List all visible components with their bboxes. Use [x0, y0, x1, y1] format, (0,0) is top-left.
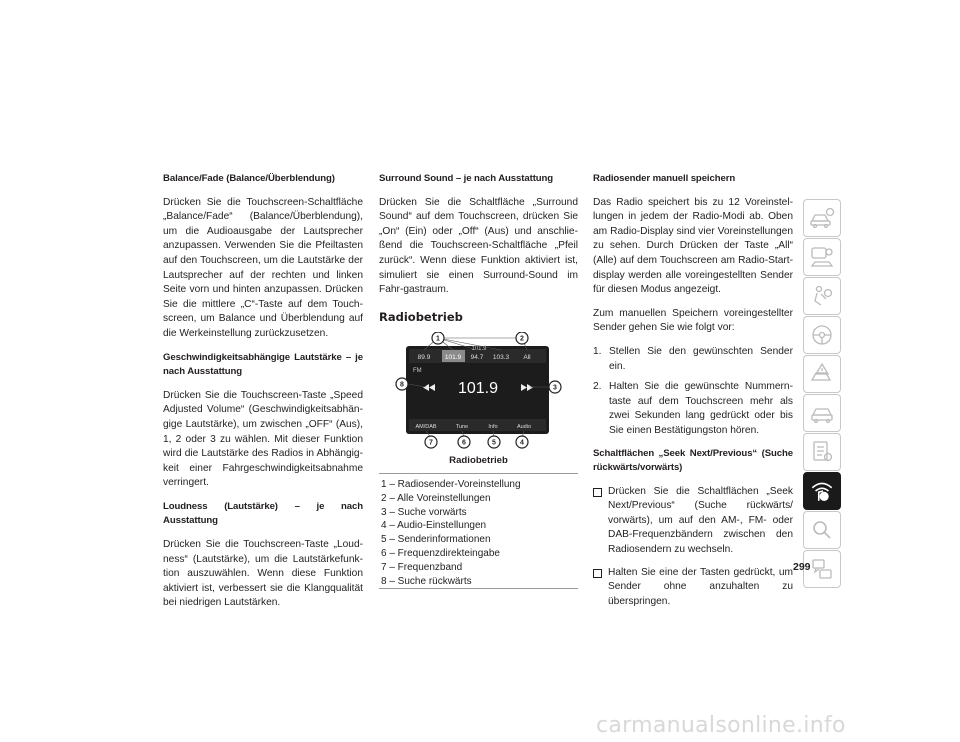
callout-5: 5 — [492, 439, 496, 447]
figure-legend — [379, 473, 578, 589]
frequency-display: 101.9 — [457, 380, 499, 398]
paragraph-speed-volume: Drücken Sie die Touchscreen-Taste „Speed Adjusted Volume“ (Geschwindigkeitsabhän-gige Lautstärke), um zwischen „OFF“ (Aus), 1, 2 oder 3 zu wählen. Mit dieser Funktion wird die Lautstärke des Radios in Abhängig-keit einer Fahrgeschwindigkeitsabnahme verringert. — [163, 389, 363, 489]
tab-specifications[interactable] — [803, 433, 841, 471]
preset-3: 94.7 — [470, 354, 484, 362]
tab-airbag-safety[interactable] — [803, 277, 841, 315]
car-service-icon — [809, 400, 835, 426]
legend-item: 4 – Audio-Einstellungen — [381, 520, 487, 532]
step-item — [593, 345, 793, 374]
step-text: Stellen Sie den gewünschten Sender ein. — [609, 345, 793, 372]
airbag-safety-icon — [809, 283, 835, 309]
tab-car-info[interactable] — [803, 199, 841, 237]
step-number: 1. — [593, 345, 602, 357]
chapter-tabs — [803, 199, 841, 589]
specifications-icon — [809, 439, 835, 465]
car-info-icon — [809, 205, 835, 231]
legend-item: 7 – Frequenzband — [381, 561, 463, 573]
languages-icon — [809, 556, 835, 582]
bullet-box-icon — [593, 488, 602, 497]
paragraph-surround: Drücken Sie die Schaltfläche „Surround Sound“ auf dem Touchscreen, drücken Sie „On“ (Ein) oder „Off“ (Aus) und anschlie-ßend die Touchscreen-Schaltfläche „Pfeil zurück“. Wenn diese Funktion aktiviert ist, simuliert sie einen Surround-Sound im Fahr-gastraum. — [379, 196, 578, 296]
heading-seek: Schaltflächen „Seek Next/Previous“ (Suche rückwärts/vorwärts) — [593, 447, 793, 474]
bullet-text: Drücken Sie die Schaltflächen „Seek Next/Previous“ (Suche rückwärts/ vorwärts), um auf den AM-, FM- oder DAB-Frequenzbändern zwischen den Radiosendern zu wechseln. — [608, 485, 793, 556]
bullet-item — [593, 485, 793, 558]
callout-8: 8 — [400, 381, 404, 389]
tab-multimedia[interactable] — [803, 472, 841, 510]
legend-item: 1 – Radiosender-Voreinstellung — [381, 478, 521, 490]
step-text: Halten Sie die gewünschte Nummern-taste auf dem Touchscreen mehr als zwei Sekunden lang gedrückt oder bis Sie einen Bestätigungston hören. — [609, 381, 793, 436]
legend-item: 6 – Frequenzdirekteingabe — [381, 547, 500, 559]
preset-all: All — [523, 354, 531, 362]
btn-audio: Audio — [516, 424, 532, 431]
heading-radio: Radiobetrieb — [379, 309, 463, 324]
heading-surround: Surround Sound – je nach Ausstattung — [379, 173, 554, 184]
btn-tune: Tune — [455, 424, 469, 431]
paragraph-balance-fade: Drücken Sie die Touchscreen-Schaltfläche „Balance/Fade“ (Balance/Überblendung), um die Audioausgabe der Lautsprecher anzupassen. Verwenden Sie die Pfeiltasten auf den Touchscreen, um die Lautstärke der Lautsprecher auf der rechten und linken Seite vorn und hinten anzupassen. Drücken Sie die mittlere „C“-Taste auf dem Touch-screen, um Balance und Überblendung auf die Werkeinstellung zurückzusetzen. — [163, 196, 363, 339]
tab-search-index[interactable] — [803, 511, 841, 549]
column-right — [593, 172, 793, 617]
btn-am-dab: AM/DAB — [415, 424, 437, 431]
preset-2: 101.9 — [444, 354, 462, 362]
callout-7: 7 — [429, 439, 433, 447]
freq-small: 101.9 — [471, 346, 487, 353]
preset-1: 89.9 — [417, 354, 431, 362]
heading-balance-fade: Balance/Fade (Balance/Überblendung) — [163, 173, 335, 184]
search-index-icon — [809, 517, 835, 543]
legend-item: 8 – Suche rückwärts — [381, 575, 472, 587]
watermark: carmanualsonline.info — [596, 713, 846, 738]
column-middle — [379, 172, 578, 589]
step-item — [593, 380, 793, 438]
btn-info: Info — [488, 424, 498, 431]
heading-manual-store: Radiosender manuell speichern — [593, 173, 736, 184]
page-number: 299 — [793, 561, 811, 573]
legend-item: 5 – Senderinformationen — [381, 534, 491, 546]
radio-figure — [379, 332, 578, 452]
paragraph-manual-store: Das Radio speichert bis zu 12 Voreinstel-lungen in jedem der Radio-Modi ab. Oben am Radio-Display sind vier Voreinstellungen zu sehen. Durch Drücken der Taste „All“ (Alle) auf dem Touchscreen am Radio-Start-display werden alle voreingestellten Sender für diesen Modus angezeigt. — [593, 196, 793, 296]
tab-dashboard-lights[interactable] — [803, 238, 841, 276]
step-number: 2. — [593, 381, 602, 393]
heading-loudness: Loudness (Lautstärke) – je nach Ausstattung — [163, 500, 363, 527]
multimedia-icon — [808, 477, 836, 505]
column-left — [163, 172, 363, 620]
bullet-text: Halten Sie eine der Tasten gedrückt, um Sender ohne anzuhalten zu überspringen. — [608, 566, 793, 607]
callout-2: 2 — [520, 335, 524, 343]
paragraph-loudness: Drücken Sie die Touchscreen-Taste „Loud-ness“ (Lautstärke), um die Lautstärkefunk-tion auszuwählen. Wenn diese Funktion aktiviert ist, verbessert sie die Klangqualität bei niedrigen Lautstärken. — [163, 539, 363, 609]
heading-speed-volume: Geschwindigkeitsabhängige Lautstärke – je nach Ausstattung — [163, 351, 363, 378]
callout-6: 6 — [462, 439, 466, 447]
legend-item: 2 – Alle Voreinstellungen — [381, 492, 491, 504]
tab-car-service[interactable] — [803, 394, 841, 432]
paragraph-procedure: Zum manuellen Speichern voreingestellter Sender gehen Sie wie folgt vor: — [593, 307, 793, 334]
steering-wheel-icon — [809, 322, 835, 348]
band-label: FM — [413, 368, 422, 375]
tab-emergency[interactable] — [803, 355, 841, 393]
bullet-item — [593, 566, 793, 610]
emergency-icon — [809, 361, 835, 387]
callout-4: 4 — [520, 439, 524, 447]
radio-screen-illustration — [379, 332, 578, 452]
legend-item: 3 – Suche vorwärts — [381, 506, 467, 518]
bullet-box-icon — [593, 569, 602, 578]
tab-steering-wheel[interactable] — [803, 316, 841, 354]
figure-caption: Radiobetrieb — [449, 455, 508, 467]
callout-3: 3 — [553, 384, 557, 392]
callout-1: 1 — [436, 335, 440, 343]
dashboard-lights-icon — [809, 244, 835, 270]
steps-list — [593, 345, 793, 439]
preset-4: 103.3 — [492, 354, 510, 362]
